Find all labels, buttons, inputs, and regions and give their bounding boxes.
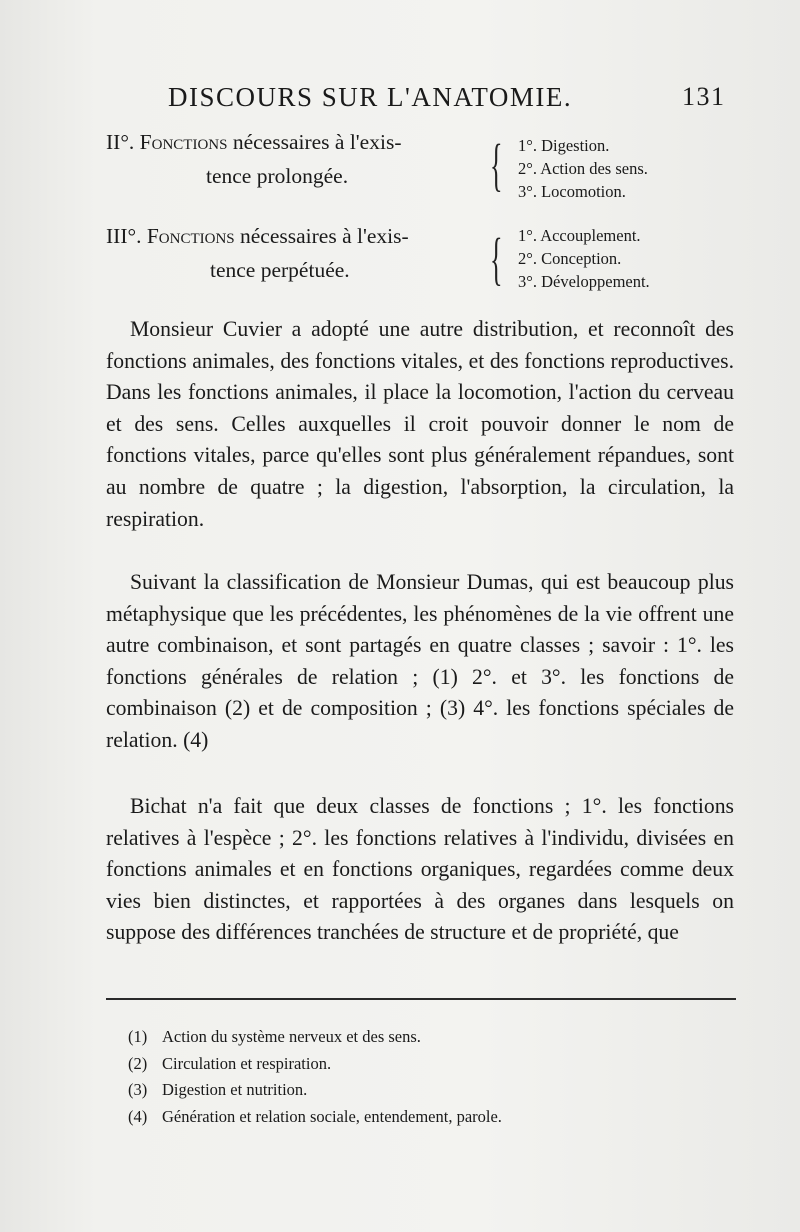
classification-item: 2°. Action des sens.: [518, 159, 648, 178]
classification-item: 3°. Développement.: [518, 272, 650, 291]
classification-label: [106, 224, 409, 249]
classification-item: 2°. Conception.: [518, 249, 622, 268]
footnote-number: (2): [128, 1053, 148, 1073]
classification-item: 1°. Accouplement.: [518, 226, 641, 245]
footnote-number: (4): [128, 1106, 148, 1126]
footnote: [128, 1077, 728, 1104]
classification-label-line2: tence prolongée.: [206, 164, 349, 188]
page-number: 131: [682, 82, 726, 111]
classification-label-line1: nécessaires à l'exis-: [240, 224, 409, 248]
classification-numeral: II°.: [106, 130, 135, 154]
footnote-text: Circulation et respiration.: [162, 1053, 332, 1073]
classification-label-line2: tence perpétuée.: [210, 258, 350, 282]
curly-brace: {: [490, 226, 503, 291]
classification-entry-3: [106, 224, 746, 304]
footnote-text: Action du système nerveux et des sens.: [162, 1027, 421, 1046]
classification-label: [106, 130, 401, 155]
footnote: [128, 1104, 728, 1131]
footnotes: [128, 1024, 728, 1130]
footnote-text: Génération et relation sociale, entendement, parole.: [162, 1106, 502, 1126]
footnote: [128, 1024, 728, 1051]
paragraph-bichat: Bichat n'a fait que deux classes de fonctions ; 1°. les fonctions relatives à l'espèce ; 2°. les fonctions relatives à l'individu, divisées en fonctions animales et en fonctions organiques, regardées comme deux vies bien distinctes, et rapportées à des organes dans lesquels on suppose des différences tranchées de structure et de propriété, que: [106, 794, 734, 945]
paragraph-cuvier: Monsieur Cuvier a adopté une autre distribution, et reconnoît des fonctions animales, des fonctions vitales, et des fonctions reproductives. Dans les fonctions animales, il place la locomotion, l'action du cerveau et des sens. Celles auxquelles il croit pouvoir donner le nom de fonctions vitales, parce qu'elles sont plus généralement répandues, sont au nombre de quatre ; la digestion, l'absorption, la circulation, la respiration.: [106, 317, 734, 531]
classification-item: 1°. Digestion.: [518, 136, 610, 155]
classification-heading: Fonctions: [139, 130, 228, 154]
classification-entry-2: [106, 130, 746, 210]
footnote-number: (1): [128, 1027, 148, 1046]
classification-heading: Fonctions: [146, 224, 235, 248]
classification-numeral: III°.: [106, 224, 142, 248]
paragraph-dumas: Suivant la classification de Monsieur Dumas, qui est beaucoup plus métaphysique que les précédentes, les phénomènes de la vie offrent une autre combinaison, et sont partagés en quatre classes ; savoir : 1°. les fonctions générales de relation ; (1) 2°. et 3°. les fonctions de combinaison (2) et de composition ; (3) 4°. les fonctions spéciales de relation. (4): [106, 570, 734, 752]
footnote: [128, 1051, 728, 1078]
footnote-number: (3): [128, 1080, 148, 1099]
footnote-text: Digestion et nutrition.: [162, 1080, 308, 1099]
classification-items: [518, 224, 650, 293]
curly-brace: {: [490, 132, 503, 197]
classification-label-line1: nécessaires à l'exis-: [232, 130, 402, 154]
footnote-separator: [106, 998, 736, 1000]
running-title: DISCOURS SUR L'ANATOMIE.: [168, 82, 573, 112]
classification-items: [518, 134, 648, 203]
classification-item: 3°. Locomotion.: [518, 182, 626, 201]
